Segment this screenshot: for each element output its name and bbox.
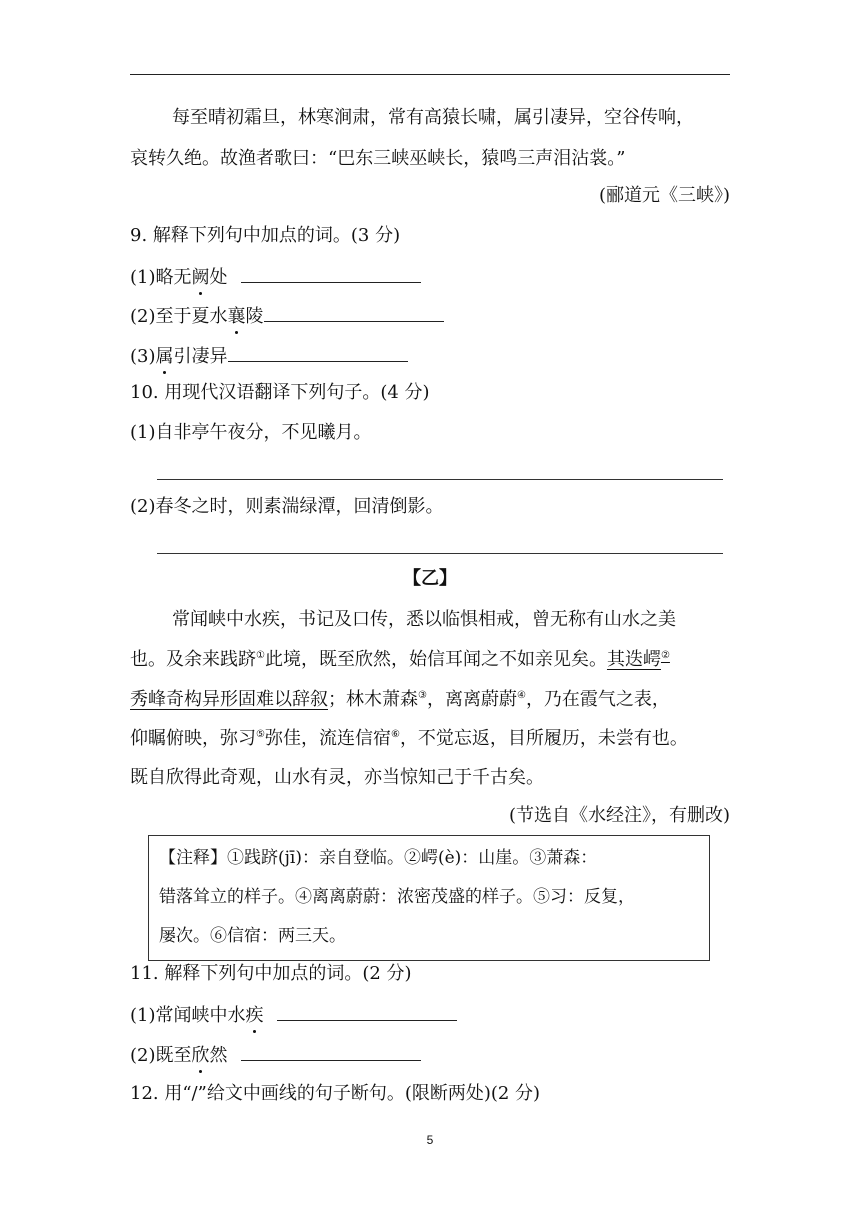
q9-item-3-pre: (3) [130, 346, 156, 367]
q12-title: 12. 用“/”给文中画线的句子断句。(限断两处)(2 分) [130, 1083, 541, 1104]
footnote-marker-2: ② [660, 650, 670, 661]
yi-l2-a: 也。及余来践跻 [130, 649, 256, 670]
passage-yi-line-5: 既自欣得此奇观，山水有灵，亦当惊知己于千古矣。 [130, 767, 544, 788]
q11-title: 11. 解释下列句中加点的词。(2 分) [130, 963, 412, 984]
q9-item-3-dotted: 属 [155, 346, 174, 367]
q9-title: 9. 解释下列句中加点的词。(3 分) [130, 225, 401, 246]
notes-line-2: 错落耸立的样子。④离离蔚蔚：浓密茂盛的样子。⑤习：反复， [159, 887, 635, 907]
q11-item-1-pre: (1)常闻峡中水 [130, 1005, 246, 1026]
q11-answer-blank-2[interactable] [241, 1042, 421, 1061]
yi-l3-c: ，乃在霞气之表， [525, 689, 670, 710]
notes-line-3: 屡次。⑥信宿：两三天。 [159, 926, 346, 946]
passage-yi-line-3 [130, 688, 670, 712]
q9-item-2 [130, 303, 444, 329]
notes-box [148, 835, 710, 961]
yi-underlined-sentence-start: 其迭崿 [606, 649, 661, 670]
yi-underlined-sentence-end: 秀峰奇构异形固难以辞叙 [130, 689, 328, 710]
q9-item-3 [130, 343, 408, 369]
q9-item-1 [130, 264, 421, 290]
footnote-marker-5: ⑤ [256, 729, 265, 740]
yi-l4-c: ，不觉忘返，目所履历，未尝有也。 [399, 728, 688, 749]
q10-answer-line-2[interactable] [157, 553, 723, 554]
q11-item-1 [130, 1002, 457, 1028]
yi-l3-b: ，离离蔚蔚 [426, 689, 517, 710]
passage-yi-source: (节选自《水经注》，有删改) [508, 805, 730, 826]
passage-yi-line-4 [130, 727, 688, 751]
q9-item-3-post: 引凄异 [173, 346, 228, 367]
q9-answer-blank-3[interactable] [228, 343, 408, 362]
passage-yi-heading: 【乙】 [403, 568, 457, 589]
footnote-marker-1: ① [256, 650, 265, 661]
passage-jia-line-1: 每至晴初霜旦，林寒涧肃，常有高猿长啸，属引凄异，空谷传响， [172, 107, 694, 128]
footnote-marker-3: ③ [418, 690, 427, 701]
q11-item-2 [130, 1042, 421, 1068]
q9-answer-blank-1[interactable] [241, 264, 421, 283]
q9-item-1-pre: (1)略无 [130, 267, 192, 288]
page-number: 5 [426, 1133, 434, 1147]
q10-item-1: (1)自非亭午夜分，不见曦月。 [130, 422, 372, 443]
yi-l4-a: 仰瞩俯映，弥习 [130, 728, 256, 749]
q9-item-1-dotted: 阙 [191, 267, 210, 288]
yi-l3-a: ；林木萧森 [328, 689, 418, 710]
q11-item-2-post: 然 [209, 1045, 228, 1066]
yi-l2-b: 此境，既至欣然，始信耳闻之不如亲见矣。 [264, 649, 607, 670]
q11-answer-blank-1[interactable] [277, 1002, 457, 1021]
q11-item-2-dotted: 欣 [191, 1045, 210, 1066]
footnote-marker-4: ④ [516, 690, 526, 701]
q9-item-1-post: 处 [209, 267, 228, 288]
q9-item-2-dotted: 襄 [227, 306, 246, 327]
passage-jia-source: (郦道元《三峡》) [598, 185, 730, 206]
notes-line-1: 【注释】①践跻(jī)：亲自登临。②崿(è)：山崖。③萧森： [159, 848, 598, 868]
q10-title: 10. 用现代汉语翻译下列句子。(4 分) [130, 382, 430, 403]
q9-item-2-pre: (2)至于夏水 [130, 306, 228, 327]
q11-item-1-dotted: 疾 [245, 1005, 264, 1026]
passage-yi-line-2 [130, 648, 670, 672]
header-rule [130, 74, 730, 75]
passage-jia-line-2: 哀转久绝。故渔者歌曰：“巴东三峡巫峡长，猿鸣三声泪沾裳。” [130, 148, 626, 169]
passage-yi-line-1: 常闻峡中水疾，书记及口传，悉以临惧相戒，曾无称有山水之美 [172, 609, 676, 630]
yi-l4-b: 弥佳，流连信宿 [264, 728, 391, 749]
q10-answer-line-1[interactable] [157, 479, 723, 480]
q9-item-2-post: 陵 [245, 306, 264, 327]
q11-item-2-pre: (2)既至 [130, 1045, 192, 1066]
q10-item-2: (2)春冬之时，则素湍绿潭，回清倒影。 [130, 496, 444, 517]
footnote-marker-6: ⑥ [390, 729, 400, 740]
q9-answer-blank-2[interactable] [264, 303, 444, 322]
